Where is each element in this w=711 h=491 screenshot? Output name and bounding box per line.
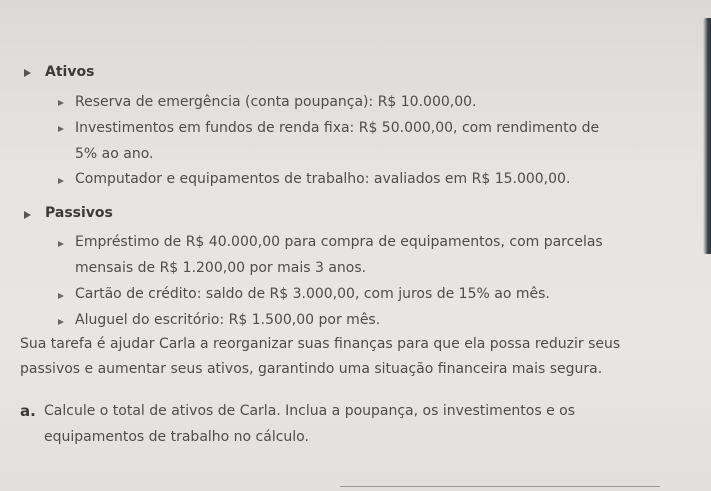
list-item-ativos-3: Computador e equipamentos de trabalho: avaliados em R$ 15.000,00. (75, 171, 571, 187)
page-edge-shadow (703, 18, 711, 254)
list-item-ativos-1: Reserva de emergência (conta poupança): R$ 10.000,00. (75, 94, 477, 110)
bullet-arrow-icon (58, 319, 64, 325)
bullet-arrow-icon (58, 126, 64, 132)
answer-line (340, 486, 660, 487)
list-item-passivos-1: Empréstimo de R$ 40.000,00 para compra de equipamentos, com parcelas (75, 234, 603, 250)
bullet-arrow-icon (24, 211, 31, 219)
task-paragraph-line-1: Sua tarefa é ajudar Carla a reorganizar suas finanças para que ela possa reduzir seus (20, 336, 621, 352)
question-a-text-line-2: equipamentos de trabalho no cálculo. (44, 429, 309, 445)
question-letter: a. (20, 402, 36, 420)
bullet-arrow-icon (58, 178, 64, 184)
bullet-arrow-icon (58, 241, 64, 247)
list-item-ativos-2: Investimentos em fundos de renda fixa: R$ 50.000,00, com rendimento de (75, 120, 600, 136)
list-item-passivos-1-cont: mensais de R$ 1.200,00 por mais 3 anos. (75, 260, 367, 276)
bullet-arrow-icon (24, 69, 31, 77)
bullet-arrow-icon (58, 100, 64, 106)
bullet-arrow-icon (58, 293, 64, 299)
list-item-ativos-2-cont: 5% ao ano. (75, 146, 154, 162)
section-heading-ativos: Ativos (45, 64, 95, 80)
list-item-passivos-3: Aluguel do escritório: R$ 1.500,00 por mês. (75, 312, 381, 328)
list-item-passivos-2: Cartão de crédito: saldo de R$ 3.000,00, com juros de 15% ao mês. (75, 286, 550, 302)
task-paragraph-line-2: passivos e aumentar seus ativos, garantindo uma situação financeira mais segura. (20, 361, 603, 377)
section-heading-passivos: Passivos (45, 205, 113, 221)
question-a-text-line-1: Calcule o total de ativos de Carla. Inclua a poupança, os investimentos e os (44, 403, 576, 419)
